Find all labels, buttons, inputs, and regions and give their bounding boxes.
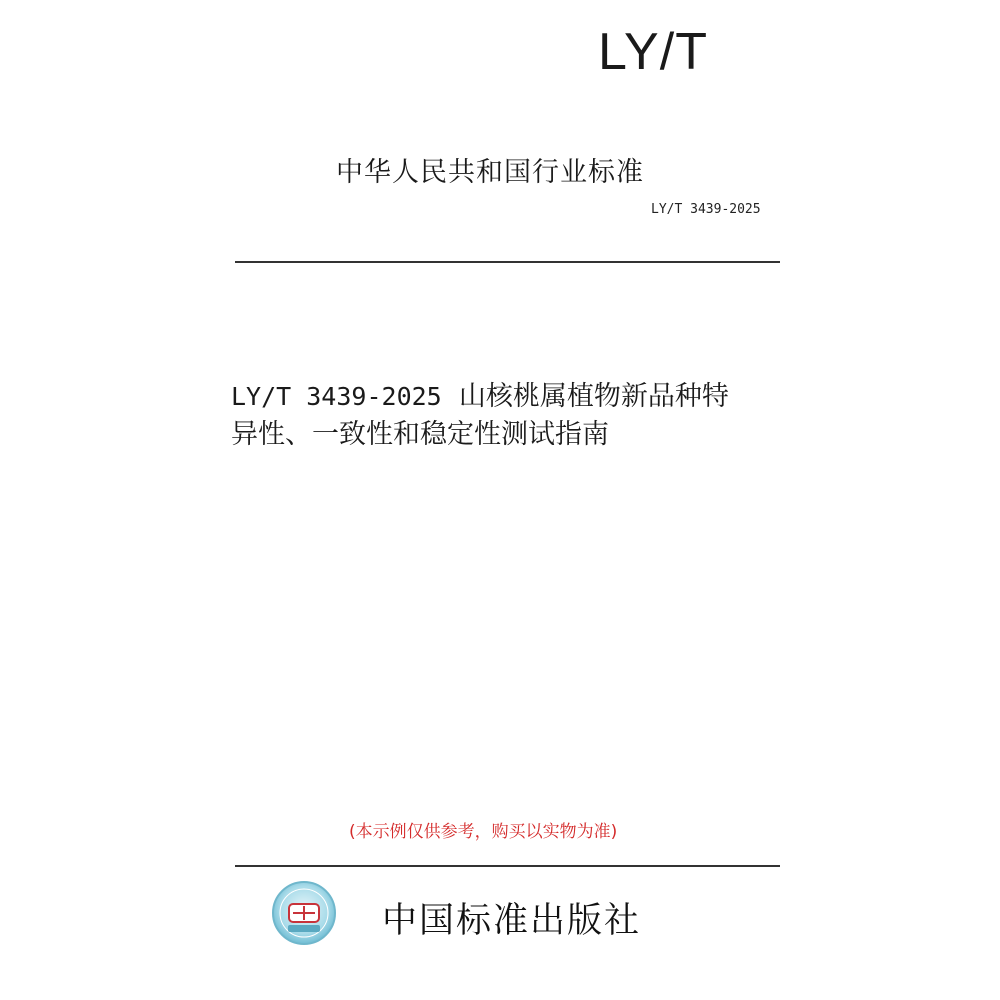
standard-code-mark: LY/T [598,23,708,81]
top-divider [235,261,780,263]
title-standard-number: LY/T 3439-2025 [231,382,442,411]
title-line-1 [231,378,791,416]
standard-number: LY/T 3439-2025 [651,202,761,217]
industry-standard-title: 中华人民共和国行业标准 [336,157,644,188]
document-title [231,378,791,454]
bottom-divider [235,865,780,867]
publisher-name: 中国标准出版社 [382,901,642,941]
sample-notice: (本示例仅供参考，购买以实物为准) [349,822,618,842]
title-text-line-1: 山核桃属植物新品种特 [458,381,729,412]
title-line-2: 异性、一致性和稳定性测试指南 [231,419,609,450]
publisher-seal-icon [271,880,337,946]
